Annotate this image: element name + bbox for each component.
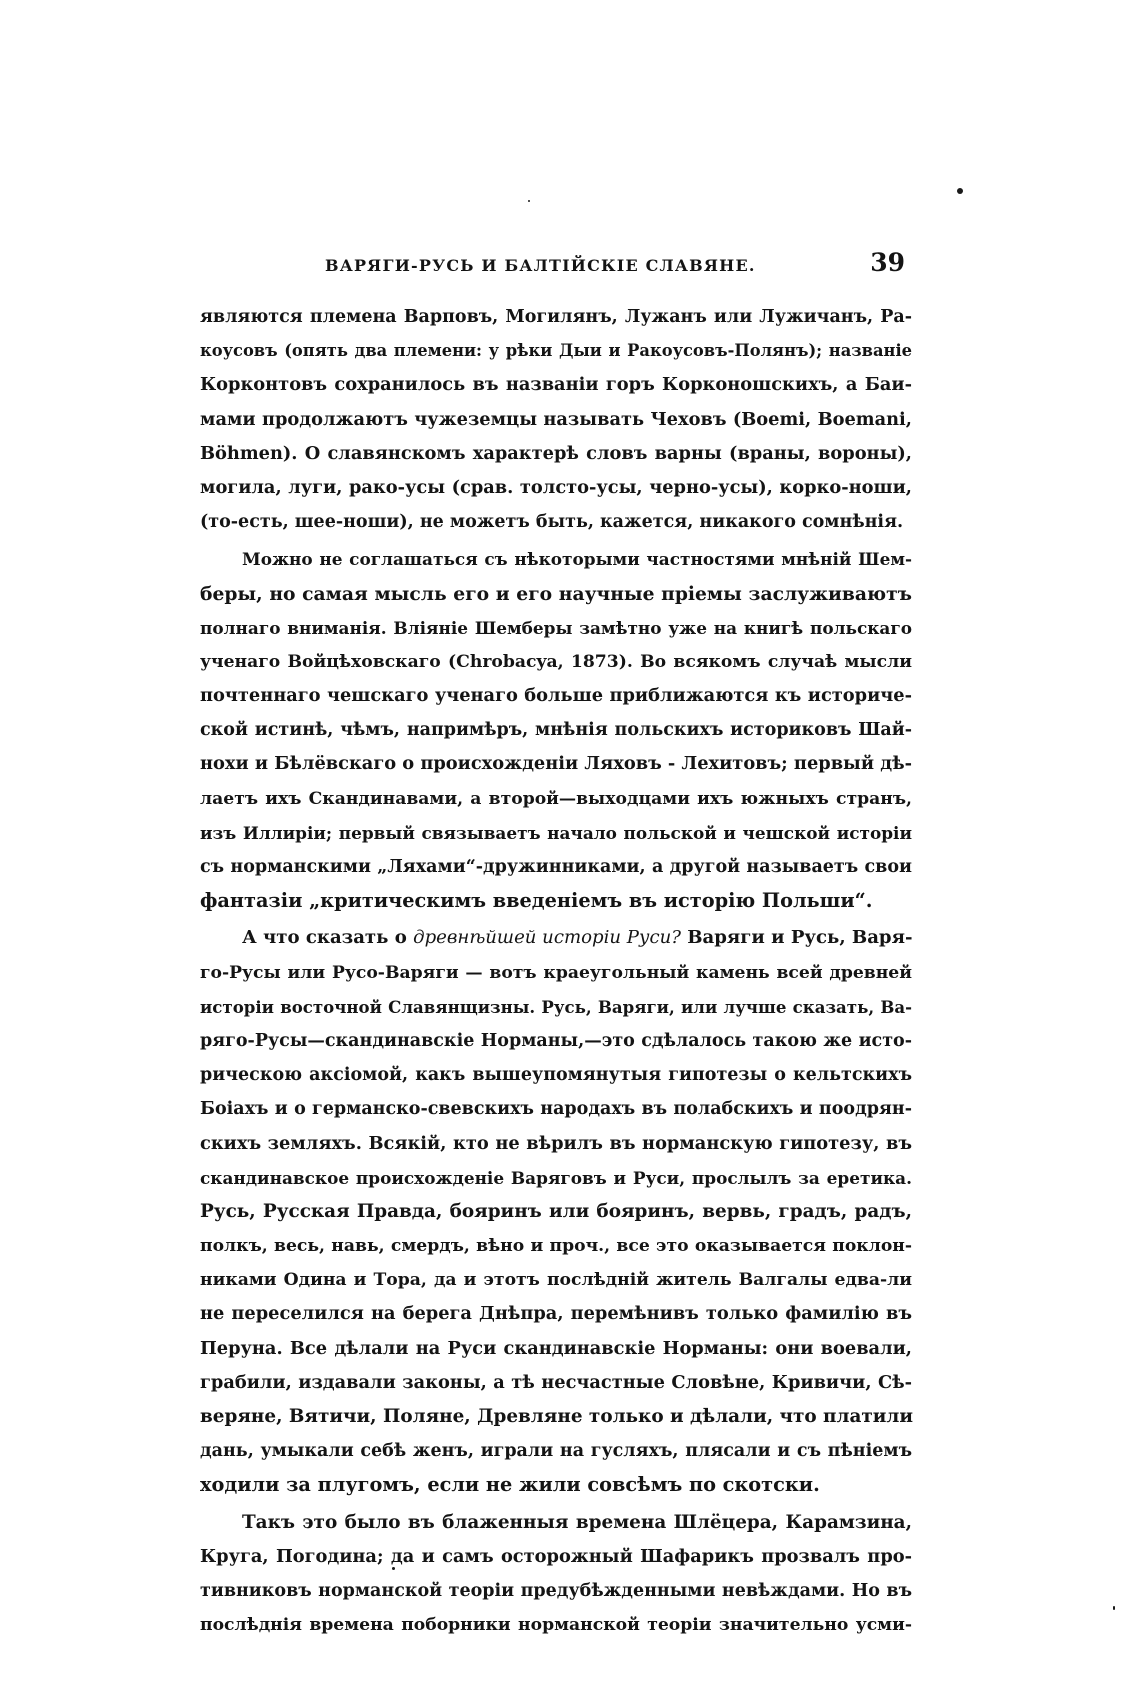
page-number: 39 — [870, 248, 905, 277]
text-line: коусовъ (опять два племени: у рѣки Дыи и Ракоусовъ-Полянъ); названіе — [200, 341, 912, 361]
text-line: го-Русы или Русо-Варяги — вотъ краеугольный камень всей древней — [200, 962, 912, 983]
text-line: полкъ, весь, навь, смердъ, вѣно и проч., все это оказывается поклон- — [200, 1236, 912, 1257]
text-line: никами Одина и Тора, да и этотъ послѣдній житель Валгалы едва-ли — [200, 1270, 912, 1291]
text-line: фантазіи „критическимъ введеніемъ въ исторію Польши“. — [200, 889, 873, 913]
text-run: А что сказать о — [242, 927, 414, 949]
text-line: Круга, Погодина; да и самъ осторожный Шафарикъ прозвалъ про- — [200, 1545, 912, 1567]
text-line: дань, умыкали себѣ женъ, играли на гусляхъ, плясали и съ пѣніемъ — [200, 1441, 912, 1462]
text-line: скихъ земляхъ. Всякій, кто не вѣрилъ въ норманскую гипотезу, въ — [200, 1132, 912, 1154]
text-line: съ норманскими „Ляхами“-дружинниками, а другой называетъ свои — [200, 857, 912, 877]
text-line: тивниковъ норманской теоріи предубѣжденными невѣждами. Но въ — [200, 1580, 912, 1601]
text-line: Корконтовъ сохранилось въ названіи горъ Корконошскихъ, а Баи- — [200, 374, 912, 396]
text-line: скандинавское происхожденіе Варяговъ и Руси, прослылъ за еретика. — [200, 1167, 912, 1188]
text-line: грабили, издавали законы, а тѣ несчастные Словѣне, Кривичи, Сѣ- — [200, 1371, 912, 1393]
text-line: являются племена Варповъ, Могилянъ, Лужанъ или Лужичанъ, Ра- — [200, 307, 912, 327]
text-line — [200, 921, 912, 955]
text-line: (то-есть, шее-ноши), не можетъ быть, кажется, никакого сомнѣнія. — [200, 512, 904, 533]
paragraph-1 — [200, 300, 912, 539]
text-line: Такъ это было въ блаженныя времена Шлёцера, Карамзина, — [242, 1511, 912, 1533]
ink-speck — [1113, 1606, 1115, 1610]
text-line: ской истинѣ, чѣмъ, напримѣръ, мнѣнія польскихъ историковъ Шай- — [200, 720, 912, 741]
italic-phrase: древнѣйшей исторіи Руси? — [413, 927, 681, 949]
paragraph-2 — [200, 542, 912, 918]
running-head — [325, 248, 905, 288]
text-line: Можно не соглашаться съ нѣкоторыми частностями мнѣній Шем- — [242, 549, 912, 570]
text-line: лаетъ ихъ Скандинавами, а второй—выходцами ихъ южныхъ странъ, — [200, 788, 912, 809]
text-line: нохи и Бѣлёвскаго о происхожденіи Ляховъ - Лехитовъ; первый дѣ- — [200, 753, 912, 775]
body-text — [200, 300, 912, 1642]
text-line: изъ Иллиріи; первый связываетъ начало польской и чешской исторіи — [200, 822, 912, 843]
ink-speck — [957, 188, 963, 194]
text-line: Русь, Русская Правда, бояринъ или бояринъ, вервь, градъ, радъ, — [200, 1200, 912, 1222]
ink-speck — [528, 200, 530, 202]
text-line: мами продолжаютъ чужеземцы называть Чеховъ (Boemi, Boemani, — [200, 408, 912, 430]
text-line: ученаго Войцѣховскаго (Chrobacya, 1873). Во всякомъ случаѣ мысли — [200, 651, 912, 672]
text-line: Боіахъ и о германско-свевскихъ народахъ въ полабскихъ и поодрян- — [200, 1099, 912, 1120]
text-line: могила, луги, рако-усы (срав. толсто-усы, черно-усы), корко-ноши, — [200, 476, 912, 498]
text-line: полнаго вниманія. Вліяніе Шемберы замѣтно уже на книгѣ польскаго — [200, 617, 912, 638]
text-line: Перуна. Все дѣлали на Руси скандинавскіе Норманы: они воевали, — [200, 1337, 912, 1359]
text-line: почтеннаго чешскаго ученаго больше приближаются къ историче- — [200, 685, 912, 707]
text-line: Böhmen). О славянскомъ характерѣ словъ варны (враны, вороны), — [200, 442, 912, 464]
text-line: рическою аксіомой, какъ вышеупомянутыя гипотезы о кельтскихъ — [200, 1065, 912, 1086]
text-line: беры, но самая мысль его и его научные пріемы заслуживаютъ — [200, 582, 912, 605]
text-line: ряго-Русы—скандинавскіе Норманы,—это сдѣлалось такою же исто- — [200, 1030, 912, 1051]
text-line: исторіи восточной Славянщизны. Русь, Варяги, или лучше сказать, Ва- — [200, 996, 912, 1017]
running-title: ВАРЯГИ-РУСЬ И БАЛТІЙСКІЕ СЛАВЯНЕ. — [325, 256, 756, 275]
text-line: веряне, Вятичи, Поляне, Древляне только и дѣлали, что платили — [200, 1406, 914, 1427]
paragraph-4 — [200, 1506, 912, 1643]
text-line: послѣднія времена поборники норманской теоріи значительно усми- — [200, 1615, 912, 1636]
paragraph-3 — [200, 921, 912, 1502]
text-line: ходили за плугомъ, если не жили совсѣмъ по скотски. — [200, 1473, 820, 1497]
text-line: не переселился на берега Днѣпра, перемѣнивъ только фамилію въ — [200, 1303, 912, 1325]
text-run: Варяги и Русь, Варя- — [680, 927, 913, 949]
